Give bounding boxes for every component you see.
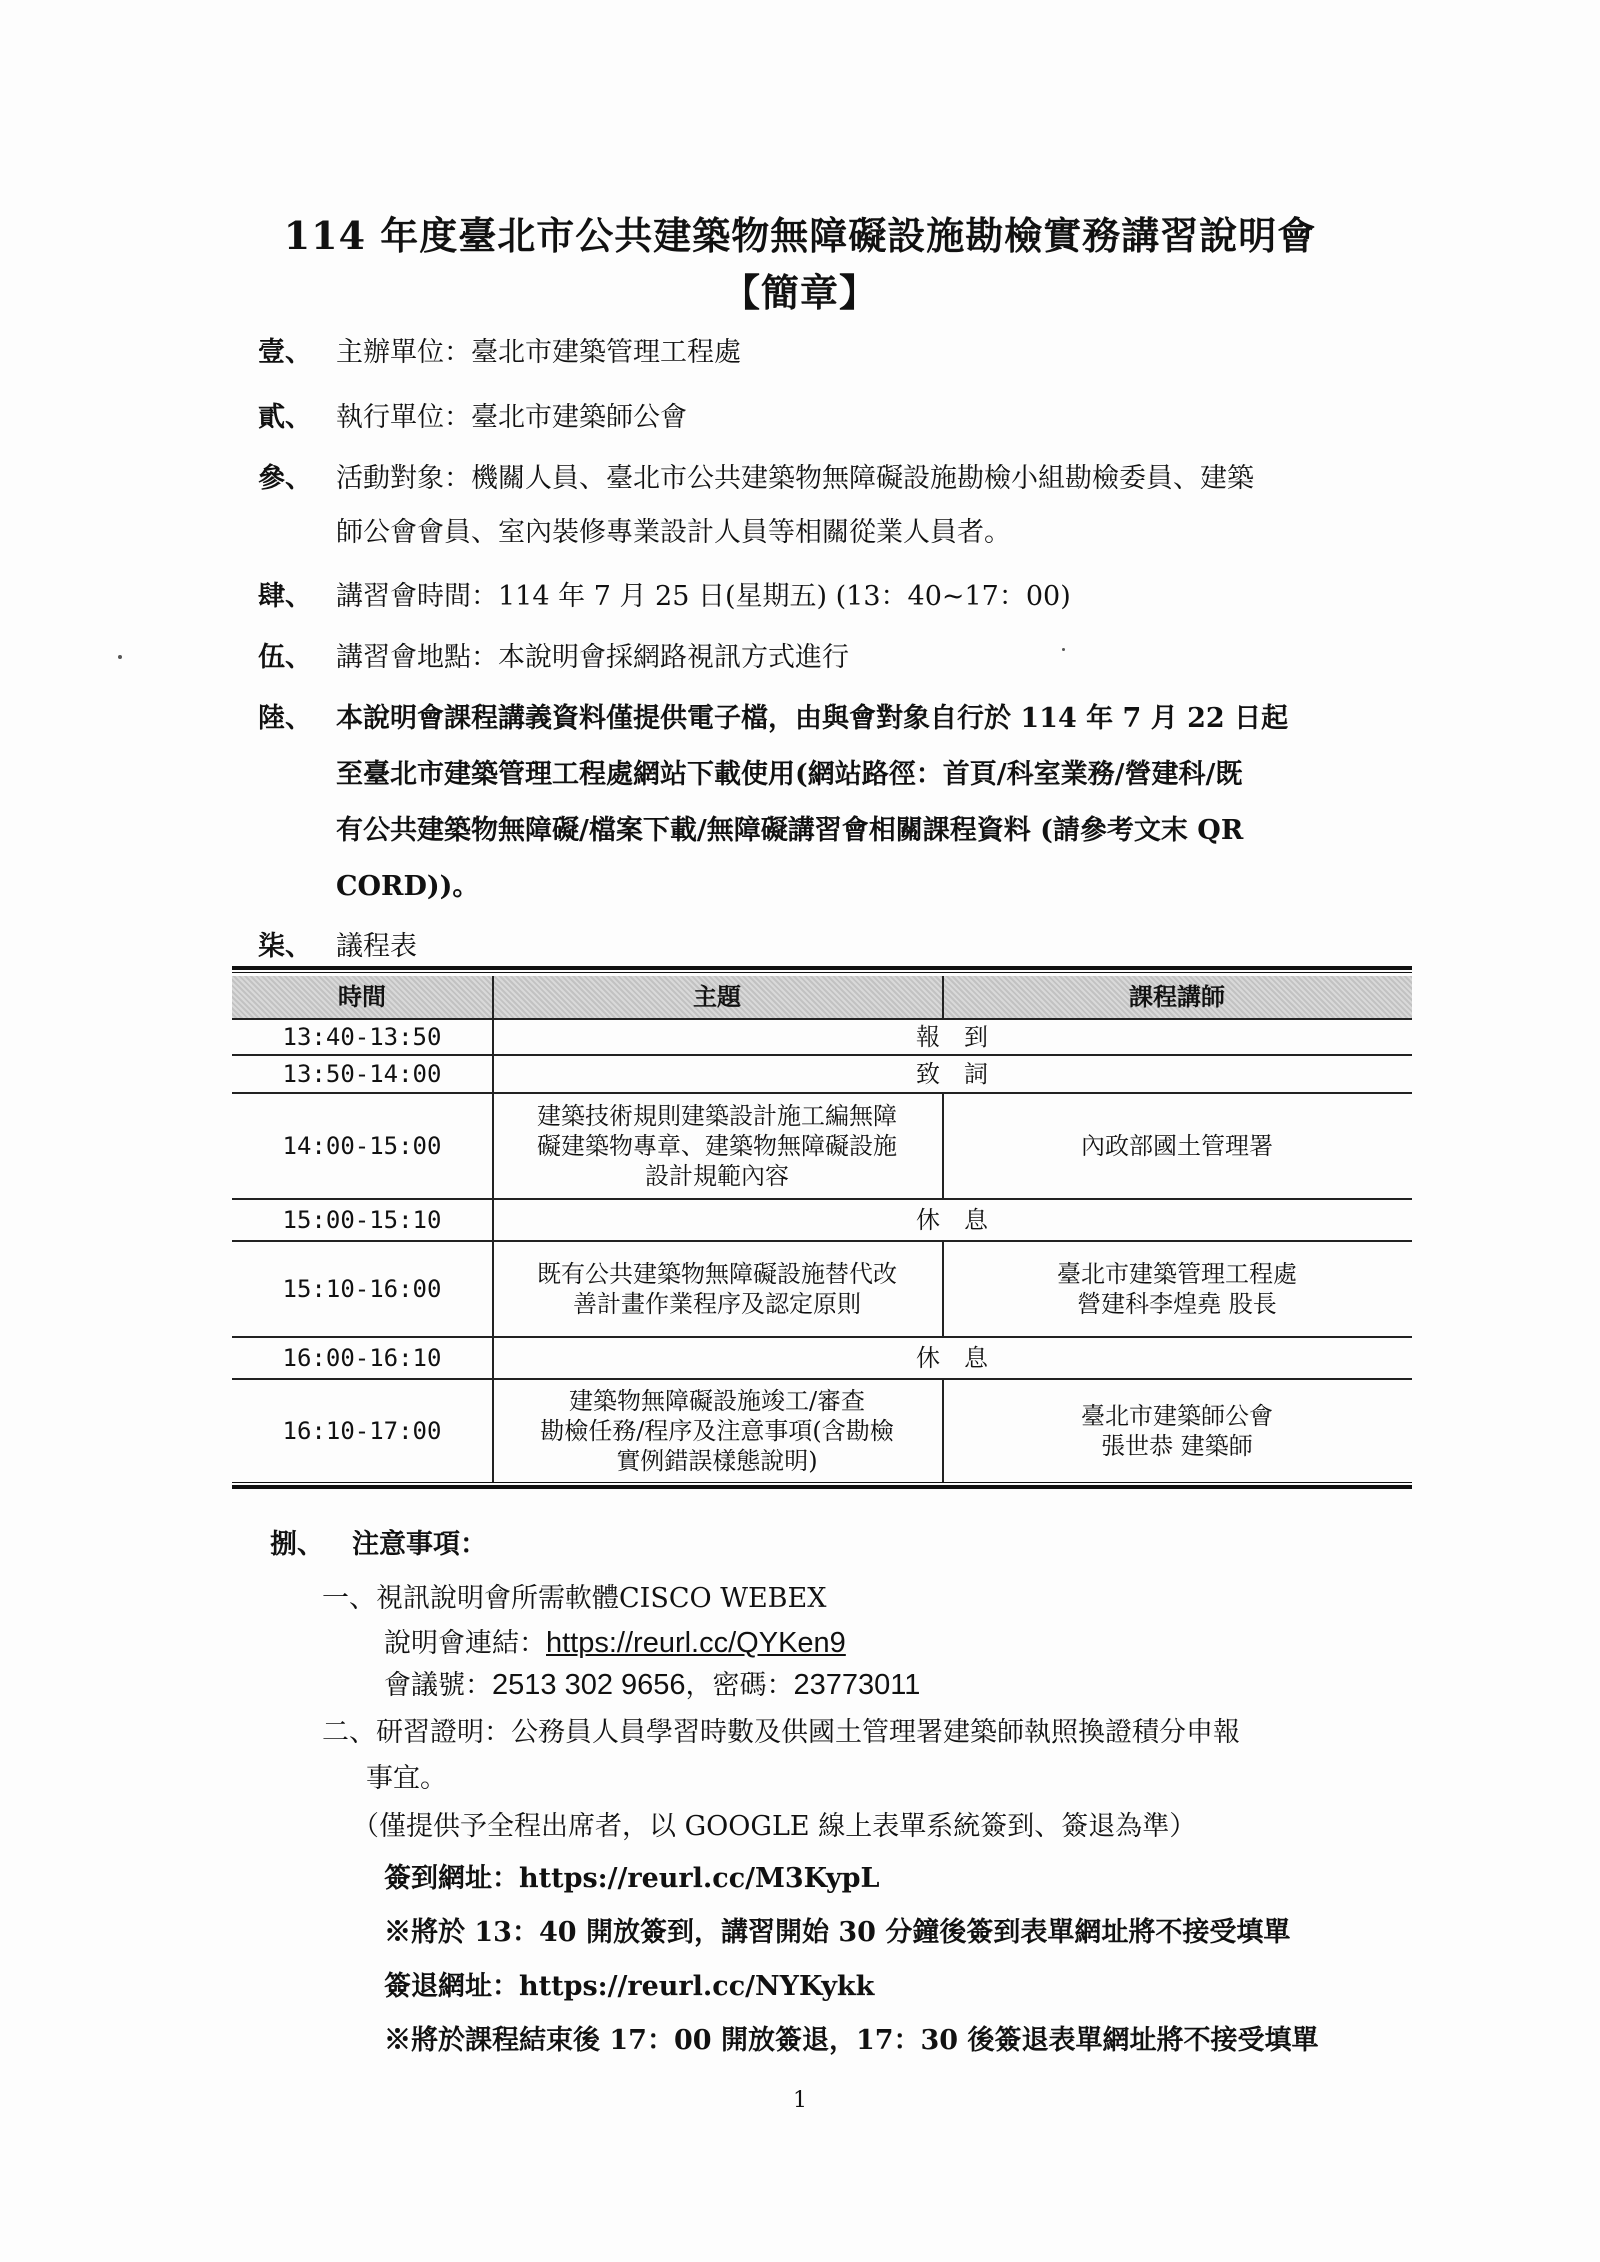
row-topic	[492, 1094, 942, 1198]
topic-line: 礙建築物專章、建築物無障礙設施	[537, 1132, 897, 1160]
row-time: 15:10-16:00	[282, 1275, 442, 1303]
topic-line: 既有公共建築物無障礙設施替代改	[537, 1260, 897, 1288]
signin-url[interactable]: https://reurl.cc/M3KypL	[519, 1863, 880, 1894]
column-divider	[942, 1094, 944, 1200]
signout-row	[384, 1970, 874, 2004]
table-top-rule	[232, 966, 1412, 970]
section-text: 活動對象：機關人員、臺北市公共建築物無障礙設施勘檢小組勘檢委員、建築	[336, 463, 1254, 494]
meeting-link[interactable]: https://reurl.cc/QYKen9	[546, 1627, 846, 1659]
topic-line: 建築物無障礙設施竣工/審查	[568, 1387, 866, 1415]
topic-line: 善計畫作業程序及認定原則	[573, 1290, 861, 1318]
signout-note: ※將於課程結束後 17：00 開放簽退，17：30 後簽退表單網址將不接受填單	[384, 2025, 1319, 2056]
row-time: 13:50-14:00	[282, 1060, 442, 1088]
section-text: 議程表	[336, 931, 417, 962]
table-top-rule-thin	[232, 972, 1412, 973]
section-text: 講習會時間：114 年 7 月 25 日(星期五) (13：40~17：00)	[336, 581, 1071, 612]
note-software: 一、視訊說明會所需軟體CISCO WEBEX	[322, 1583, 827, 1614]
column-divider	[492, 976, 494, 1054]
row-time: 16:00-16:10	[282, 1344, 442, 1372]
column-divider	[942, 1242, 944, 1338]
section-text: 講習會地點：本說明會採網路視訊方式進行	[336, 642, 849, 673]
meeting-label: 會議號：	[384, 1670, 492, 1701]
column-divider	[942, 976, 944, 1018]
section-number: 陸、	[258, 703, 312, 734]
section-materials-cont: 有公共建築物無障礙/檔案下載/無障礙講習會相關課程資料 (請參考文末 QR	[336, 815, 1244, 846]
row-topic	[492, 1380, 942, 1482]
column-divider	[492, 1056, 494, 1092]
row-topic-merged: 休 息	[916, 1206, 988, 1234]
signout-url[interactable]: https://reurl.cc/NYKykk	[519, 1971, 875, 2002]
section-materials-cont: 至臺北市建築管理工程處網站下載使用(網站路徑：首頁/科室業務/營建科/既	[336, 759, 1243, 790]
signin-row	[384, 1862, 879, 1896]
table-bottom-rule	[232, 1485, 1412, 1489]
column-divider	[942, 1380, 944, 1482]
row-time: 16:10-17:00	[282, 1417, 442, 1445]
row-lecturer	[942, 1380, 1412, 1482]
agenda-table	[232, 966, 1412, 1514]
meeting-password: 23773011	[793, 1669, 921, 1701]
header-time: 時間	[338, 982, 386, 1011]
section-text: 本說明會課程講義資料僅提供電子檔，由與會對象自行於 114 年 7 月 22 日起	[336, 703, 1289, 734]
row-lecturer	[942, 1242, 1412, 1336]
signout-label: 簽退網址：	[384, 1971, 519, 2002]
password-label: ，密碼：	[685, 1670, 794, 1701]
page-number: 1	[793, 2088, 807, 2113]
scan-speck	[1062, 648, 1065, 651]
section-text: 執行單位：臺北市建築師公會	[336, 402, 687, 433]
row-topic-merged: 報 到	[916, 1023, 988, 1051]
topic-line: 設計規範內容	[645, 1162, 789, 1190]
signin-label: 簽到網址：	[384, 1863, 519, 1894]
link-label: 說明會連結：	[384, 1628, 546, 1659]
section-number: 柒、	[258, 931, 312, 962]
column-divider	[492, 1380, 494, 1482]
section-audience-cont: 師公會會員、室內裝修專業設計人員等相關從業人員者。	[336, 517, 1011, 548]
column-divider	[492, 1200, 494, 1240]
lecturer-line: 臺北市建築管理工程處	[1057, 1260, 1297, 1288]
row-lecturer	[942, 1094, 1412, 1198]
row-topic	[492, 1242, 942, 1336]
row-topic-merged: 休 息	[916, 1344, 988, 1372]
notes-heading-number: 捌、	[270, 1529, 324, 1560]
section-number: 壹、	[258, 337, 312, 368]
note-certificate: 二、研習證明：公務員人員學習時數及供國土管理署建築師執照換證積分申報	[322, 1717, 1240, 1748]
document-title: 114 年度臺北市公共建築物無障礙設施勘檢實務講習說明會	[283, 213, 1317, 258]
scan-speck	[118, 655, 122, 659]
notes-heading: 注意事項：	[352, 1529, 487, 1560]
note-certificate-cont: 事宜。	[366, 1763, 447, 1794]
row-time: 15:00-15:10	[282, 1206, 442, 1234]
row-time: 13:40-13:50	[282, 1023, 442, 1051]
table-bottom-rule-thin	[232, 1482, 1412, 1483]
lecturer-line: 內政部國土管理署	[1081, 1132, 1273, 1160]
signin-note: ※將於 13：40 開放簽到，講習開始 30 分鐘後簽到表單網址將不接受填單	[384, 1917, 1291, 1948]
note-meeting-row	[384, 1668, 920, 1703]
topic-line: 建築技術規則建築設計施工編無障	[537, 1102, 897, 1130]
meeting-number: 2513 302 9656	[492, 1669, 686, 1701]
note-link-row	[384, 1626, 846, 1661]
section-materials-cont: CORD))。	[336, 871, 480, 902]
section-number: 參、	[258, 463, 312, 494]
document-subtitle: 【簡章】	[721, 270, 878, 315]
column-divider	[492, 1242, 494, 1338]
section-number: 伍、	[258, 642, 312, 673]
row-time: 14:00-15:00	[282, 1132, 442, 1160]
row-topic-merged: 致 詞	[916, 1060, 988, 1088]
topic-line: 實例錯誤樣態說明)	[616, 1447, 818, 1475]
lecturer-line: 張世恭 建築師	[1101, 1432, 1253, 1460]
header-topic: 主題	[693, 982, 741, 1011]
lecturer-line: 營建科李煌堯 股長	[1077, 1290, 1277, 1318]
topic-line: 勘檢任務/程序及注意事項(含勘檢	[540, 1417, 894, 1445]
column-divider	[492, 1338, 494, 1378]
section-text: 主辦單位：臺北市建築管理工程處	[336, 337, 741, 368]
lecturer-line: 臺北市建築師公會	[1081, 1402, 1273, 1430]
note-attendance: （僅提供予全程出席者，以 GOOGLE 線上表單系統簽到、簽退為準）	[352, 1811, 1197, 1842]
section-number: 肆、	[258, 581, 312, 612]
header-lecturer: 課程講師	[1129, 982, 1225, 1011]
column-divider	[492, 1094, 494, 1200]
section-number: 貳、	[258, 402, 312, 433]
